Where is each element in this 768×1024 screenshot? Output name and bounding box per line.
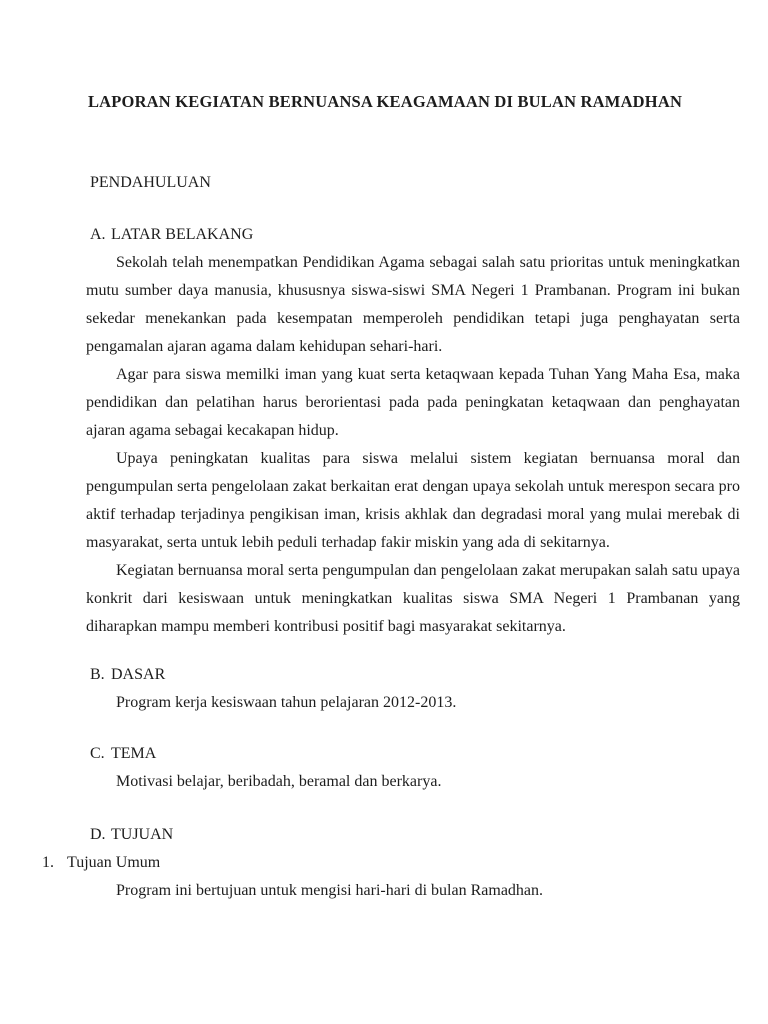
section-d-heading: [90, 821, 740, 849]
section-a-paragraph-2: Agar para siswa memilki iman yang kuat serta ketaqwaan kepada Tuhan Yang Maha Esa, maka pendidikan dan pelatihan harus berorientasi pada pada peningkatan ketaqwaan dan penghayatan ajaran agama sebagai kecakapan hidup.: [86, 366, 740, 439]
section-b-title: DASAR: [111, 666, 166, 683]
section-a-title: LATAR BELAKANG: [111, 226, 254, 243]
section-a-label: A.: [90, 226, 106, 243]
item-number: 1.: [42, 854, 54, 871]
section-a-paragraph-1: Sekolah telah menempatkan Pendidikan Agama sebagai salah satu prioritas untuk meningkatkan mutu sumber daya manusia, khususnya siswa-siswi SMA Negeri 1 Prambanan. Program ini bukan sekedar menekankan pada kesempatan memperoleh pendidikan tetapi juga penghayatan serta pengamalan ajaran agama dalam kehidupan sehari-hari.: [86, 254, 740, 355]
section-b-body: Program kerja kesiswaan tahun pelajaran 2012-2013.: [116, 694, 457, 711]
document-title: LAPORAN KEGIATAN BERNUANSA KEAGAMAAN DI BULAN RAMADHAN: [87, 92, 683, 111]
section-a-heading: [90, 221, 740, 249]
section-b-label: B.: [90, 666, 105, 683]
section-c-heading: [90, 740, 740, 768]
section-c-body: Motivasi belajar, beribadah, beramal dan berkarya.: [116, 773, 442, 790]
section-d-label: D.: [90, 826, 106, 843]
section-b-heading: [90, 661, 740, 689]
heading-pendahuluan: PENDAHULUAN: [90, 174, 211, 191]
section-d-body: Program ini bertujuan untuk mengisi hari-hari di bulan Ramadhan.: [116, 882, 544, 899]
section-a-paragraph-4: Kegiatan bernuansa moral serta pengumpulan dan pengelolaan zakat merupakan salah satu upaya konkrit dari kesiswaan untuk meningkatkan kualitas siswa SMA Negeri 1 Prambanan yang diharapkan mampu memberi kontribusi positif bagi masyarakat sekitarnya.: [86, 562, 740, 635]
section-d-title: TUJUAN: [111, 826, 174, 843]
section-a-paragraph-3: Upaya peningkatan kualitas para siswa melalui sistem kegiatan bernuansa moral dan pengumpulan serta pengelolaan zakat berkaitan erat dengan upaya sekolah untuk merespon secara pro aktif terhadap terjadinya pengikisan iman, krisis akhlak dan degradasi moral yang mulai merebak di masyarakat, serta untuk lebih peduli terhadap fakir miskin yang ada di sekitarnya.: [86, 450, 740, 551]
numbered-item-tujuan-umum: [42, 849, 740, 877]
item-title: Tujuan Umum: [67, 854, 161, 871]
section-c-title: TEMA: [111, 745, 157, 762]
section-c-label: C.: [90, 745, 105, 762]
